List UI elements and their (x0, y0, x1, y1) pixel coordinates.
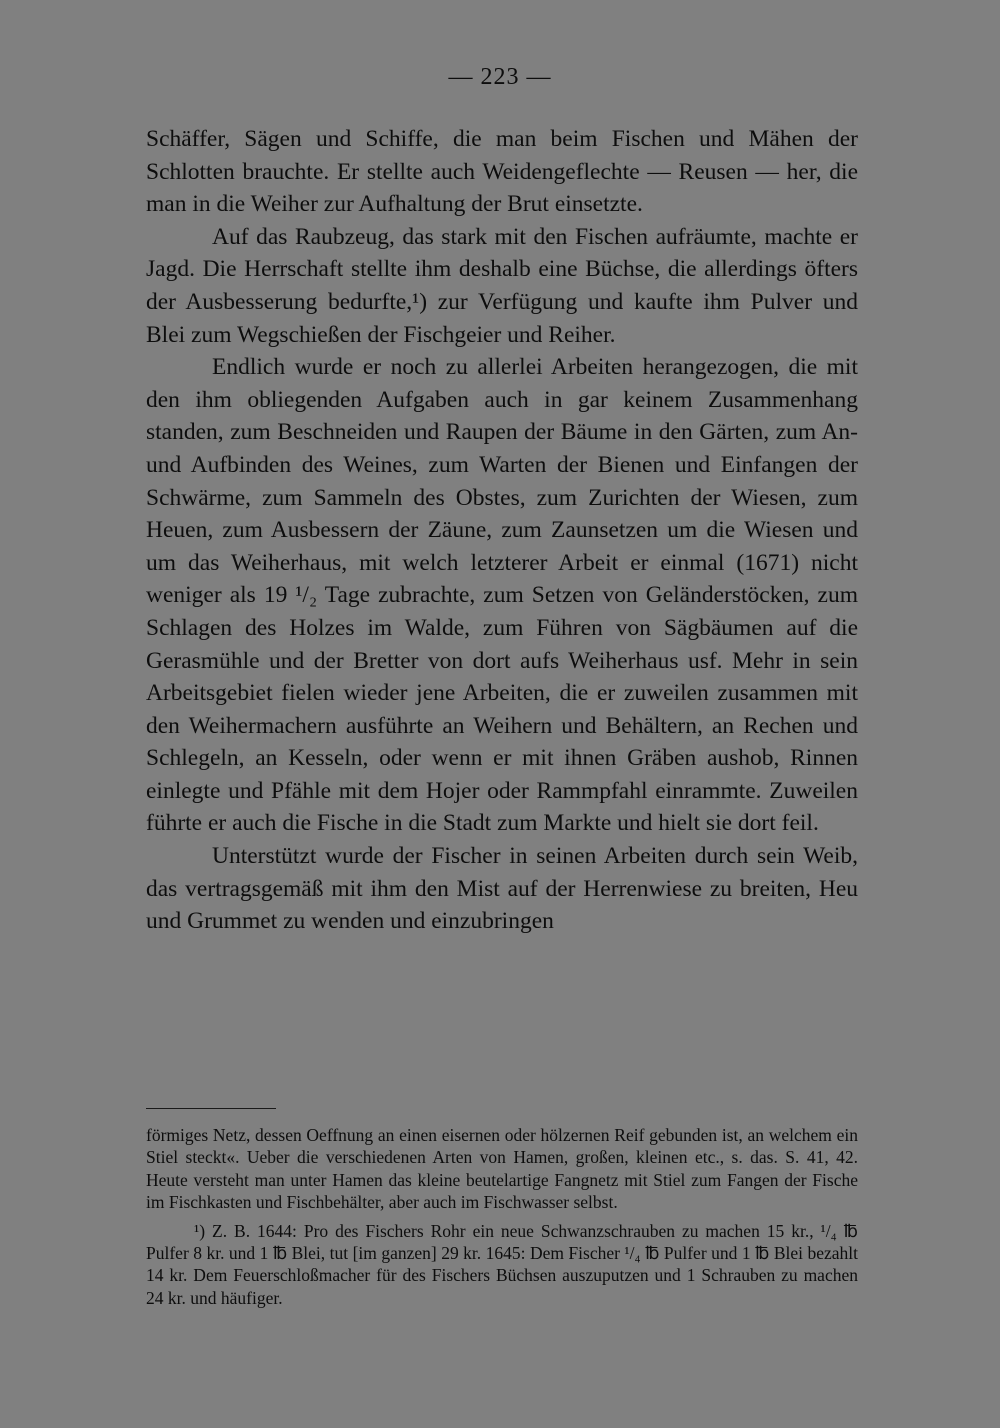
main-text (146, 123, 858, 938)
footnote-1: ¹) Z. B. 1644: Pro des Fischers Rohr ein neue Schwanzschrauben zu machen 15 kr., ¹/₄ ℔ Pulfer 8 kr. und 1 ℔ Blei, tut [im ganzen] 29 kr. 1645: Dem Fischer ¹/₄ ℔ Pulfer und 1 ℔ Blei bezahlt 14 kr. Dem Feuerschloßmacher für des Fischers Büchsen auszuputzen und 1 Schrauben zu machen 24 kr. und häufiger. (146, 1220, 858, 1308)
paragraph: Schäffer, Sägen und Schiffe, die man beim Fischen und Mähen der Schlotten brauchte. Er stellte auch Weidengeflechte — Reusen — her, die man in die Weiher zur Aufhaltung der Brut einsetzte. (146, 126, 858, 218)
paragraph: Endlich wurde er noch zu allerlei Arbeiten herangezogen, die mit den ihm obliegenden Aufgaben auch in gar keinem Zusammenhang standen, zum Beschneiden und Raupen der Bäume in den Gärten, zum An- und Aufbinden des Weines, zum Warten der Bienen und Einfangen der Schwärme, zum Sammeln des Obstes, zum Zurichten der Wiesen, zum Heuen, zum Ausbessern der Zäune, zum Zaunsetzen um die Wiesen und um das Weiherhaus, mit welch letzterer Arbeit er einmal (1671) nicht weniger als 19 ¹/₂ Tage zubrachte, zum Setzen von Geländerstöcken, zum Schlagen des Holzes im Walde, zum Führen von Sägbäumen auf die Gerasmühle und der Bretter von dort aufs Weiherhaus usf. Mehr in sein Arbeitsgebiet fielen wieder jene Arbeiten, die er zuweilen zusammen mit den Weihermachern ausführte an Weihern und Behältern, an Rechen und Schlegeln, an Kesseln, oder wenn er mit ihnen Gräben aushob, Rinnen einlegte und Pfähle mit dem Hojer oder Rammpfahl einrammte. Zuweilen führte er auch die Fische in die Stadt zum Markte und hielt sie dort feil. (146, 354, 858, 837)
footnotes (146, 1124, 858, 1309)
footnote-continuation: förmiges Netz, dessen Oeffnung an einen eisernen oder hölzernen Reif gebunden ist, an welchem ein Stiel steckt«. Ueber die verschiedenen Arten von Hamen, großen, kleinen etc., s. das. S. 41, 42. Heute versteht man unter Hamen das kleine beutelartige Fangnetz mit Stiel zum Fangen der Fische im Fischkasten und Fischbehälter, aber auch im Fischwasser selbst. (146, 1125, 858, 1213)
page-number: — 223 — (448, 64, 552, 90)
paragraph: Auf das Raubzeug, das stark mit den Fischen aufräumte, machte er Jagd. Die Herrschaft stellte ihm deshalb eine Büchse, die allerdings öfters der Ausbesserung bedurfte,¹) zur Verfügung und kaufte ihm Pulver und Blei zum Wegschießen der Fischgeier und Reiher. (146, 223, 858, 348)
paragraph: Unterstützt wurde der Fischer in seinen Arbeiten durch sein Weib, das vertragsgemäß mit ihm den Mist auf der Herrenwiese zu breiten, Heu und Grummet zu wenden und einzubringen (146, 843, 858, 935)
footnote-divider (146, 1108, 276, 1109)
